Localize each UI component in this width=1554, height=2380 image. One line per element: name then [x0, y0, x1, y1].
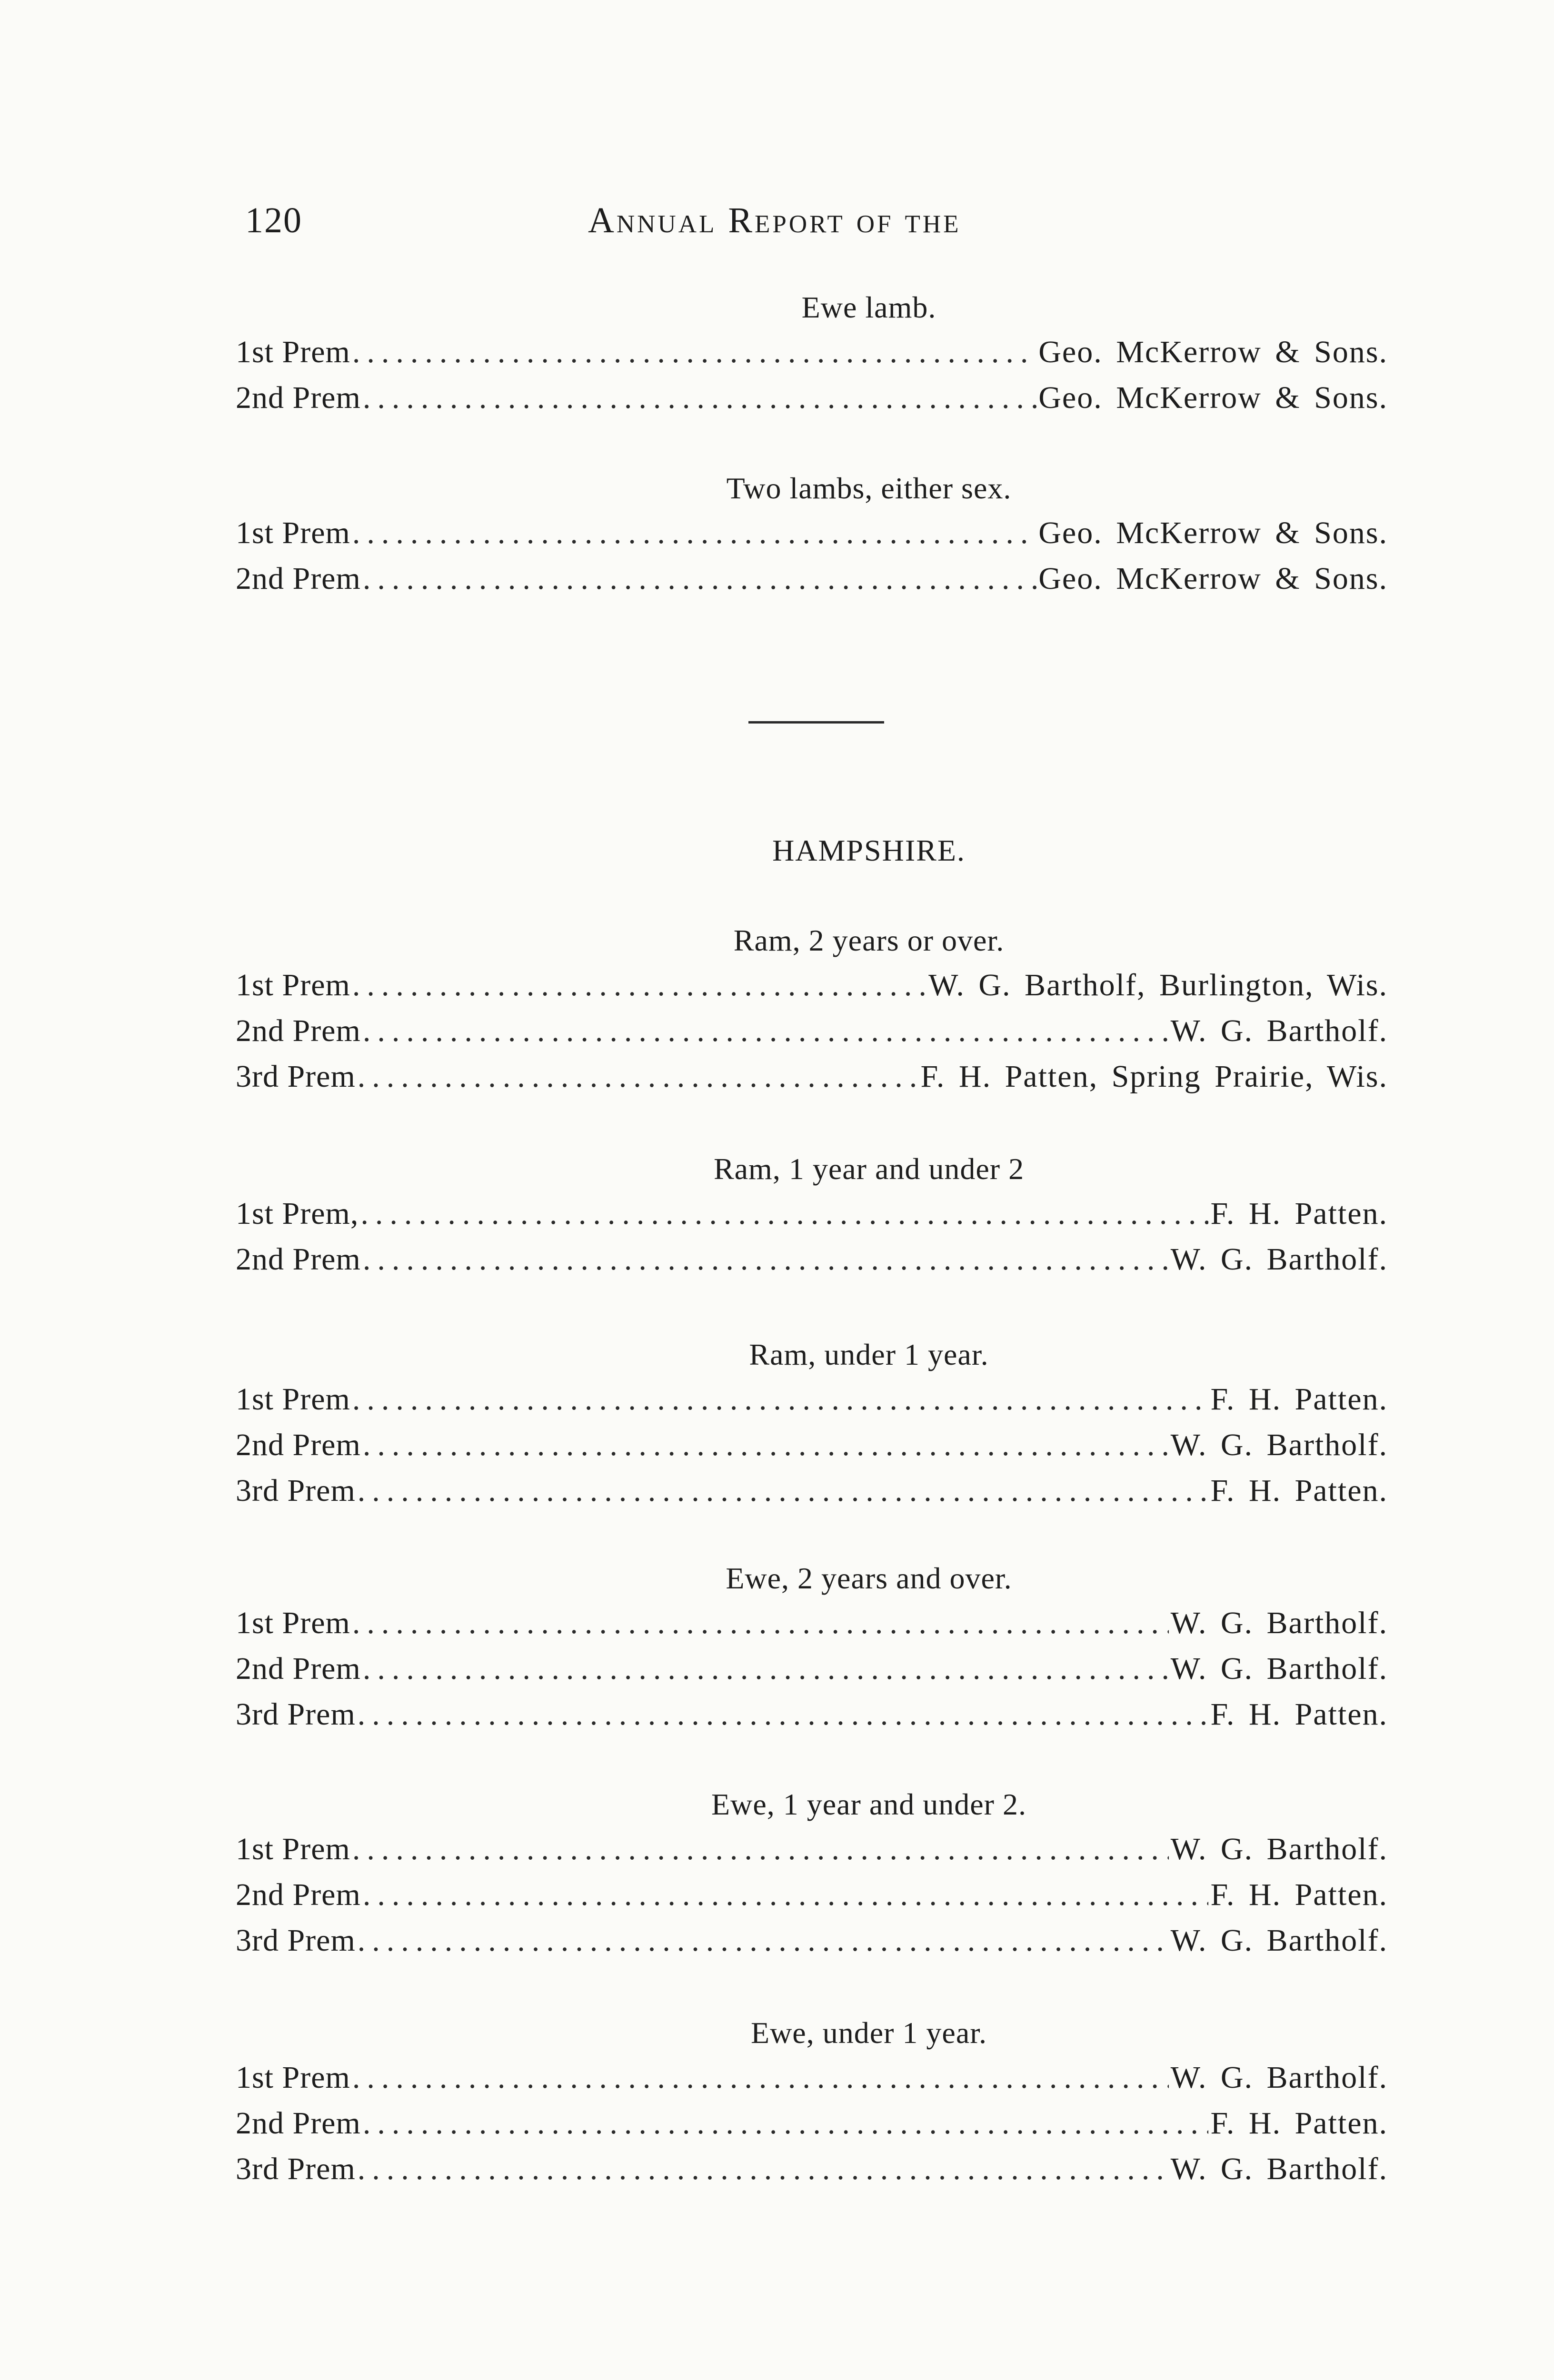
dot-leader — [352, 510, 1036, 556]
award-row — [236, 375, 1388, 421]
dot-leader — [360, 1191, 1208, 1237]
award-place: 3rd Prem — [236, 1473, 356, 1508]
award-winner: Geo. McKerrow & Sons. — [1038, 335, 1388, 369]
running-head: Annual Report of the — [588, 200, 961, 240]
award-row — [236, 2146, 1388, 2192]
award-row — [236, 1692, 1388, 1737]
award-row — [236, 1826, 1388, 1872]
award-row — [236, 1008, 1388, 1054]
award-winner: Geo. McKerrow & Sons. — [1038, 380, 1388, 415]
page-number: 120 — [245, 200, 302, 240]
award-winner: W. G. Bartholf, Burlington, Wis. — [928, 968, 1388, 1002]
award-row — [236, 2055, 1388, 2101]
award-place: 1st Prem — [236, 335, 350, 369]
class-title: Ram, 1 year and under 2 — [713, 1152, 1025, 1186]
dot-leader — [363, 1422, 1169, 1468]
award-winner: W. G. Bartholf. — [1170, 1923, 1388, 1958]
class-title: Ewe lamb. — [801, 290, 936, 324]
prize-class — [236, 1333, 1388, 1514]
award-place: 1st Prem — [236, 1606, 350, 1640]
section-heading: HAMPSHIRE. — [772, 833, 966, 867]
dot-leader — [352, 2055, 1169, 2101]
dot-leader — [363, 556, 1036, 602]
award-place: 3rd Prem — [236, 1059, 356, 1094]
award-place: 2nd Prem — [236, 1242, 361, 1277]
class-title: Ram, under 1 year. — [749, 1338, 989, 1371]
award-winner: W. G. Bartholf. — [1170, 1242, 1388, 1277]
class-title: Two lambs, either sex. — [726, 471, 1012, 505]
award-row — [236, 962, 1388, 1008]
breed-section-header — [236, 833, 1388, 868]
prize-class — [236, 1783, 1388, 1964]
prize-class — [236, 286, 1388, 421]
award-winner: Geo. McKerrow & Sons. — [1038, 516, 1388, 550]
dot-leader — [363, 375, 1036, 421]
award-place: 1st Prem, — [236, 1196, 359, 1231]
class-title: Ewe, 2 years and over. — [726, 1561, 1012, 1595]
award-row — [236, 1918, 1388, 1964]
award-row — [236, 1191, 1388, 1237]
prize-class — [236, 1147, 1388, 1282]
award-row — [236, 1468, 1388, 1514]
award-row — [236, 1872, 1388, 1918]
award-winner: F. H. Patten. — [1210, 1196, 1388, 1231]
dot-leader — [358, 2146, 1169, 2192]
prize-class — [236, 2011, 1388, 2192]
award-place: 1st Prem — [236, 968, 350, 1002]
award-winner: F. H. Patten, Spring Prairie, Wis. — [920, 1059, 1388, 1094]
award-place: 1st Prem — [236, 2060, 350, 2095]
award-row — [236, 510, 1388, 556]
dot-leader — [363, 1646, 1169, 1692]
award-place: 3rd Prem — [236, 2152, 356, 2186]
award-winner: F. H. Patten. — [1210, 1382, 1388, 1417]
award-winner: W. G. Bartholf. — [1170, 1013, 1388, 1048]
award-row — [236, 1600, 1388, 1646]
award-row — [236, 1054, 1388, 1100]
award-winner: W. G. Bartholf. — [1170, 2152, 1388, 2186]
award-place: 3rd Prem — [236, 1697, 356, 1732]
award-place: 1st Prem — [236, 1832, 350, 1866]
award-row — [236, 1646, 1388, 1692]
award-row — [236, 1377, 1388, 1422]
award-winner: W. G. Bartholf. — [1170, 1428, 1388, 1462]
award-winner: W. G. Bartholf. — [1170, 1651, 1388, 1686]
award-place: 1st Prem — [236, 1382, 350, 1417]
dot-leader — [363, 1872, 1209, 1918]
prize-class — [236, 919, 1388, 1100]
award-place: 2nd Prem — [236, 2106, 361, 2141]
dot-leader — [352, 1826, 1169, 1872]
award-place: 2nd Prem — [236, 380, 361, 415]
award-row — [236, 1237, 1388, 1282]
award-winner: F. H. Patten. — [1210, 2106, 1388, 2141]
award-winner: F. H. Patten. — [1210, 1697, 1388, 1732]
award-winner: F. H. Patten. — [1210, 1473, 1388, 1508]
award-row — [236, 329, 1388, 375]
award-place: 1st Prem — [236, 516, 350, 550]
award-winner: Geo. McKerrow & Sons. — [1038, 561, 1388, 596]
award-winner: W. G. Bartholf. — [1170, 1606, 1388, 1640]
dot-leader — [363, 1237, 1169, 1282]
award-place: 3rd Prem — [236, 1923, 356, 1958]
dot-leader — [352, 962, 926, 1008]
award-winner: F. H. Patten. — [1210, 1877, 1388, 1912]
section-divider — [748, 721, 884, 724]
class-title: Ram, 2 years or over. — [733, 923, 1005, 957]
dot-leader — [358, 1692, 1209, 1737]
dot-leader — [358, 1468, 1209, 1514]
dot-leader — [358, 1918, 1169, 1964]
dot-leader — [352, 1377, 1209, 1422]
award-place: 2nd Prem — [236, 1651, 361, 1686]
award-place: 2nd Prem — [236, 1013, 361, 1048]
page-header — [245, 200, 1388, 252]
dot-leader — [352, 329, 1036, 375]
award-place: 2nd Prem — [236, 561, 361, 596]
award-row — [236, 556, 1388, 602]
award-row — [236, 2101, 1388, 2146]
award-winner: W. G. Bartholf. — [1170, 2060, 1388, 2095]
class-title: Ewe, 1 year and under 2. — [711, 1787, 1026, 1821]
dot-leader — [358, 1054, 919, 1100]
class-title: Ewe, under 1 year. — [750, 2016, 987, 2050]
award-place: 2nd Prem — [236, 1877, 361, 1912]
prize-class — [236, 466, 1388, 602]
award-winner: W. G. Bartholf. — [1170, 1832, 1388, 1866]
award-row — [236, 1422, 1388, 1468]
dot-leader — [352, 1600, 1169, 1646]
award-place: 2nd Prem — [236, 1428, 361, 1462]
prize-class — [236, 1557, 1388, 1737]
dot-leader — [363, 2101, 1209, 2146]
dot-leader — [363, 1008, 1169, 1054]
